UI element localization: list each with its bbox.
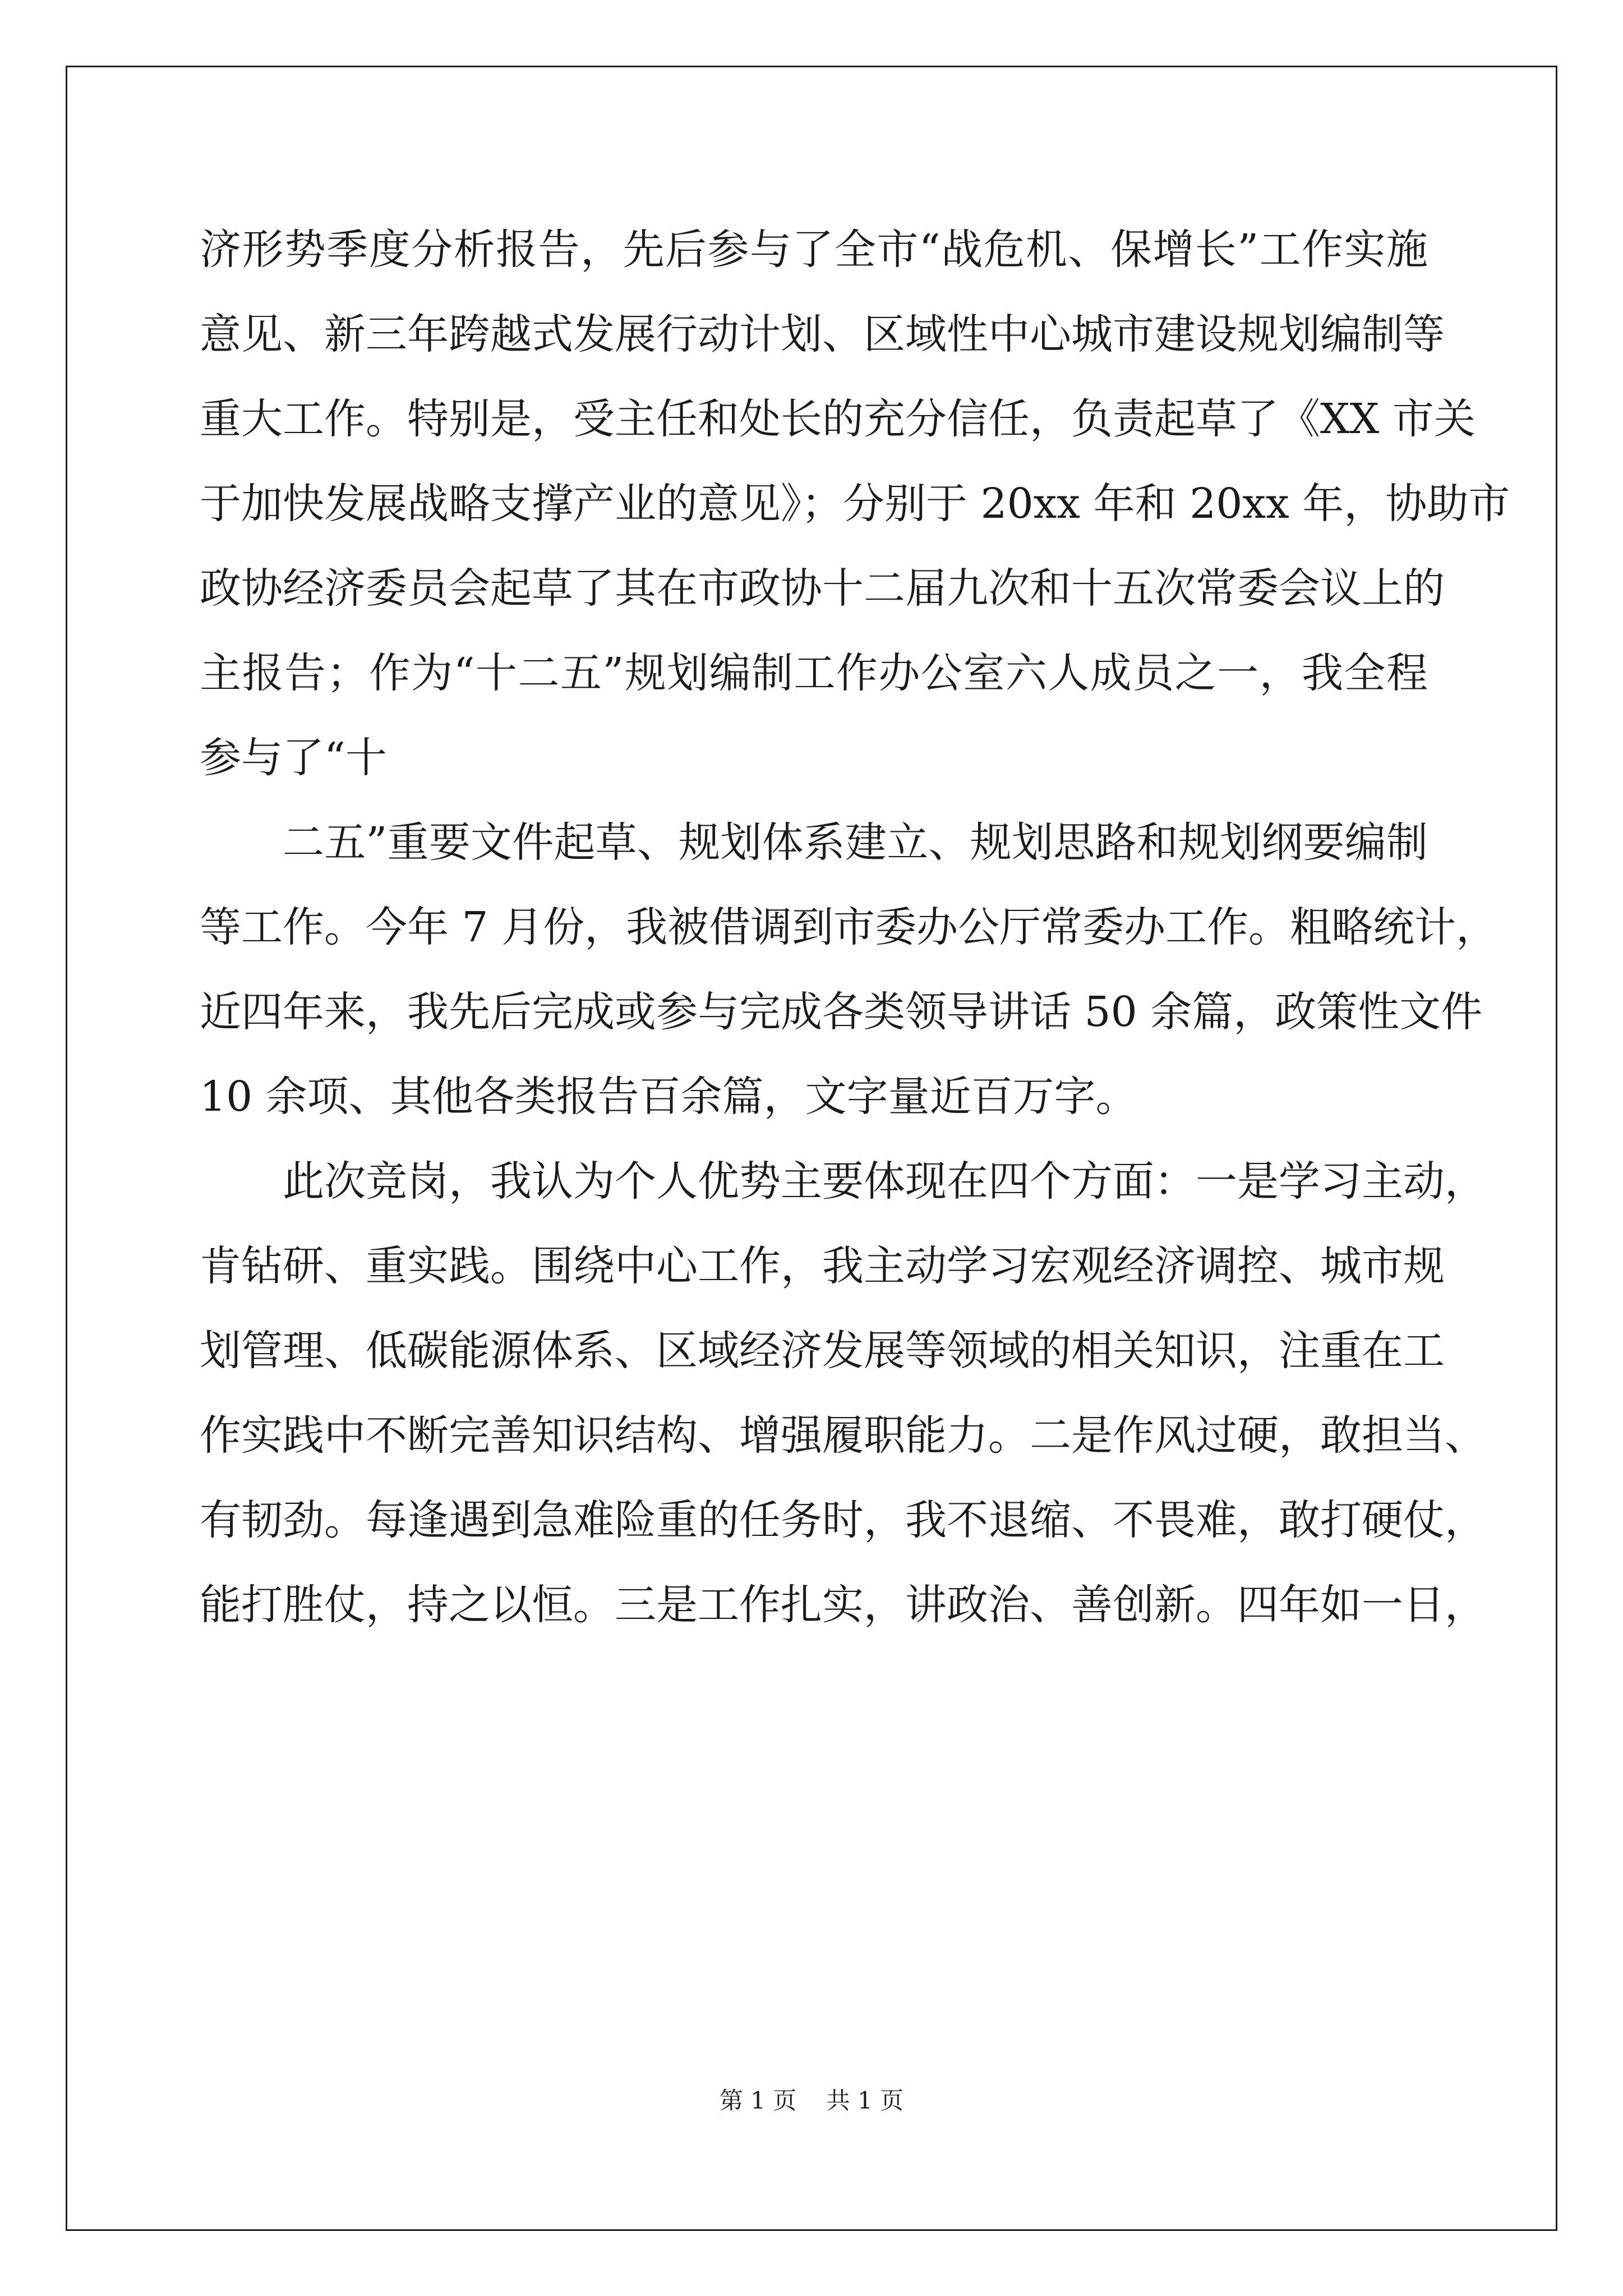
text-line: 作实践中不断完善知识结构、增强履职能力。二是作风过硬，敢担当、: [200, 1411, 1486, 1460]
text-line: 主报告；作为“十二五”规划编制工作办公室六人成员之一，我全程: [200, 649, 1428, 697]
text-line: 肯钻研、重实践。围绕中心工作，我主动学习宏观经济调控、城市规: [200, 1242, 1445, 1290]
page-total: 共 1 页: [826, 2087, 904, 2114]
text-line: 政协经济委员会起草了其在市政协十二届九次和十五次常委会议上的: [200, 564, 1445, 613]
document-body: [200, 208, 1510, 1648]
page-footer: [0, 2084, 1623, 2118]
text-line: 此次竞岗，我认为个人优势主要体现在四个方面：一是学习主动，: [283, 1157, 1486, 1205]
text-line: 重大工作。特别是，受主任和处长的充分信任，负责起草了《XX 市关: [200, 395, 1476, 443]
text-line: 济形势季度分析报告，先后参与了全市“战危机、保增长”工作实施: [200, 226, 1428, 274]
text-line: 有韧劲。每逢遇到急难险重的任务时，我不退缩、不畏难，敢打硬仗，: [200, 1496, 1486, 1544]
page-number: 第 1 页: [719, 2087, 797, 2114]
text-line: 参与了“十: [200, 734, 387, 782]
text-line: 意见、新三年跨越式发展行动计划、区域性中心城市建设规划编制等: [200, 310, 1445, 358]
text-line: 于加快发展战略支撑产业的意见》；分别于 20xx 年和 20xx 年，协助市: [200, 480, 1510, 528]
text-line: 近四年来，我先后完成或参与完成各类领导讲话 50 余篇，政策性文件: [200, 988, 1483, 1036]
text-line: 划管理、低碳能源体系、区域经济发展等领域的相关知识，注重在工: [200, 1327, 1445, 1375]
text-line: 等工作。今年 7 月份，我被借调到市委办公厅常委办工作。粗略统计，: [200, 903, 1498, 951]
text-line: 10 余项、其他各类报告百余篇，文字量近百万字。: [200, 1073, 1137, 1121]
text-line: 二五”重要文件起草、规划体系建立、规划思路和规划纲要编制: [283, 818, 1428, 867]
text-line: 能打胜仗，持之以恒。三是工作扎实，讲政治、善创新。四年如一日，: [200, 1581, 1486, 1629]
